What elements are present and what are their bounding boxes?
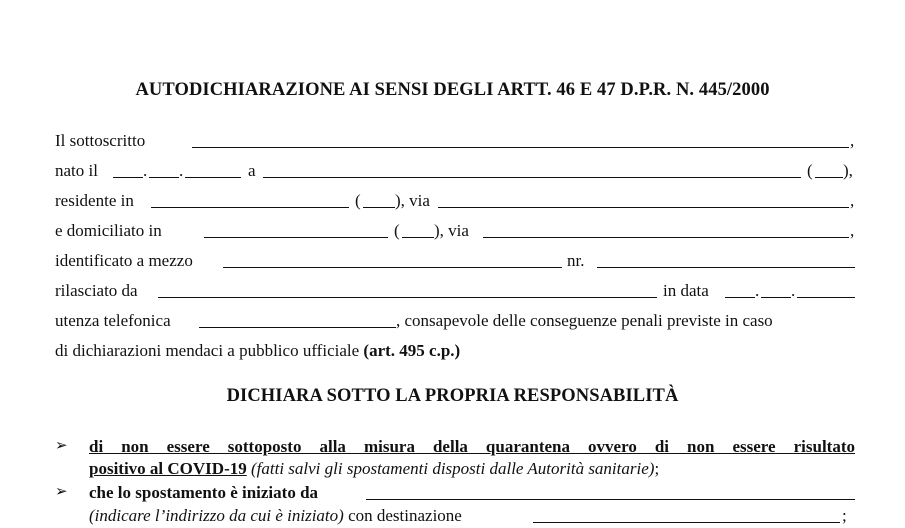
row-nato xyxy=(55,160,855,184)
phone-field[interactable] xyxy=(199,327,396,328)
declaration-quarantine-line2 xyxy=(89,458,659,480)
utenza-label: utenza telefonica xyxy=(55,311,171,330)
residence-street-field[interactable] xyxy=(438,207,849,208)
row-utenza xyxy=(55,310,855,334)
id-number-field[interactable] xyxy=(597,267,855,268)
comma: , xyxy=(850,131,855,150)
bullet-arrow-icon: ➢ xyxy=(55,484,68,500)
row-dichiarazioni xyxy=(55,340,855,364)
prov-close-via: ), via xyxy=(434,221,469,240)
date-dot: . xyxy=(143,161,148,180)
nr-label: nr. xyxy=(567,251,585,270)
issued-by-field[interactable] xyxy=(158,297,657,298)
issue-year-field[interactable] xyxy=(797,297,855,298)
prov-open: ( xyxy=(355,191,361,210)
row-sottoscritto xyxy=(55,130,855,154)
residence-province-field[interactable] xyxy=(363,207,395,208)
bullet-arrow-icon: ➢ xyxy=(55,438,68,454)
prov-close: ), xyxy=(843,161,853,180)
row-identificato xyxy=(55,250,855,274)
birth-place-field[interactable] xyxy=(263,177,801,178)
destination-field[interactable] xyxy=(533,522,840,523)
in-data-label: in data xyxy=(663,281,709,300)
residence-city-field[interactable] xyxy=(151,207,349,208)
departure-label: che lo spostamento è iniziato da xyxy=(89,483,319,502)
issue-month-field[interactable] xyxy=(761,297,791,298)
row-residente xyxy=(55,190,855,214)
sottoscritto-field[interactable] xyxy=(192,147,849,148)
birth-day-field[interactable] xyxy=(113,177,143,178)
destination-label: con destinazione xyxy=(348,506,462,525)
identificato-label: identificato a mezzo xyxy=(55,251,193,270)
date-dot: . xyxy=(791,281,796,300)
row-rilasciato xyxy=(55,280,855,304)
nato-label: nato il xyxy=(55,161,98,180)
prov-open: ( xyxy=(807,161,813,180)
semicolon: ; xyxy=(842,506,847,525)
domicile-street-field[interactable] xyxy=(483,237,849,238)
date-dot: . xyxy=(179,161,184,180)
birth-month-field[interactable] xyxy=(149,177,179,178)
comma: , xyxy=(850,191,855,210)
a-label: a xyxy=(248,161,256,180)
dichiara-title: DICHIARA SOTTO LA PROPRIA RESPONSABILITÀ xyxy=(226,386,679,406)
comma: , xyxy=(850,221,855,240)
domicile-city-field[interactable] xyxy=(204,237,388,238)
health-authority-note: (fatti salvi gli spostamenti disposti dalle Autorità sanitarie) xyxy=(250,459,655,478)
document-title: AUTODICHIARAZIONE AI SENSI DEGLI ARTT. 46 E 47 D.P.R. N. 445/2000 xyxy=(135,80,770,100)
prov-open: ( xyxy=(394,221,400,240)
article-reference: (art. 495 c.p.) xyxy=(363,341,461,360)
id-document-field[interactable] xyxy=(223,267,562,268)
destination-line xyxy=(89,505,462,527)
prov-close-via: ), via xyxy=(395,191,430,210)
departure-address-field[interactable] xyxy=(366,499,855,500)
declaration-quarantine-line1: di non essere sottoposto alla misura della quarantena ovvero di non essere risultato xyxy=(89,437,855,456)
date-dot: . xyxy=(755,281,760,300)
rilasciato-label: rilasciato da xyxy=(55,281,138,300)
birth-province-field[interactable] xyxy=(815,177,843,178)
issue-day-field[interactable] xyxy=(725,297,755,298)
dichiarazioni-text: di dichiarazioni mendaci a pubblico ufficiale xyxy=(55,341,360,360)
sottoscritto-label: Il sottoscritto xyxy=(55,131,146,150)
consapevole-text: , consapevole delle conseguenze penali previste in caso xyxy=(396,311,773,330)
domiciliato-label: e domiciliato in xyxy=(55,221,162,240)
semicolon: ; xyxy=(654,459,660,478)
covid-positive-text: positivo al COVID-19 xyxy=(89,459,247,478)
row-domiciliato xyxy=(55,220,855,244)
domicile-province-field[interactable] xyxy=(402,237,434,238)
residente-label: residente in xyxy=(55,191,134,210)
birth-year-field[interactable] xyxy=(185,177,241,178)
address-hint: (indicare l’indirizzo da cui è iniziato) xyxy=(89,506,344,525)
